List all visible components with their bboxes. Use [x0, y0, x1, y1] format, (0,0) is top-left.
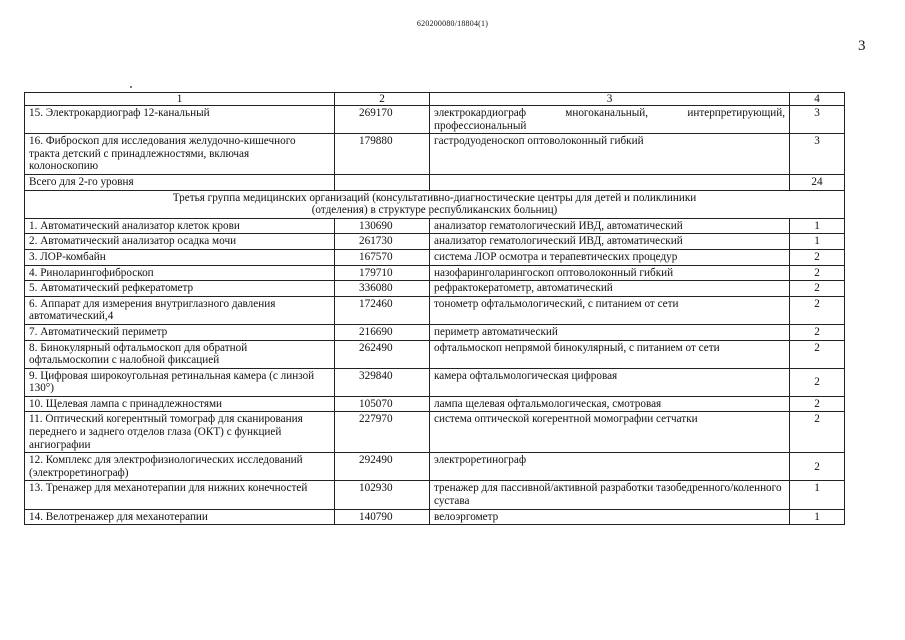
equipment-name: 1. Автоматический анализатор клеток крови	[25, 218, 335, 234]
group-title: Третья группа медицинских организаций (консультативно-диагностические центры для детей и поликлиники (отделения) в структуре республиканских больниц)	[25, 190, 845, 218]
equipment-description: гастродуоденоскоп оптоволоконный гибкий	[430, 134, 790, 175]
equipment-code: 167570	[335, 249, 430, 265]
equipment-name: 11. Оптический когерентный томограф для сканирования переднего и заднего отделов глаза (ОКТ) с функцией ангиографии	[25, 412, 335, 453]
equipment-code: 179880	[335, 134, 430, 175]
equipment-quantity: 2	[790, 324, 845, 340]
column-number: 4	[790, 93, 845, 106]
group-rows	[25, 218, 845, 524]
table-row	[25, 296, 845, 324]
equipment-description: периметр автоматический	[430, 324, 790, 340]
equipment-name: 10. Щелевая лампа с принадлежностями	[25, 396, 335, 412]
total-quantity: 24	[790, 174, 845, 190]
column-number-row	[25, 93, 845, 106]
table-row	[25, 509, 845, 525]
equipment-description: анализатор гематологический ИВД, автоматический	[430, 234, 790, 250]
table-row	[25, 412, 845, 453]
table-row	[25, 249, 845, 265]
equipment-quantity: 1	[790, 481, 845, 509]
equipment-name: 15. Электрокардиограф 12-канальный	[25, 106, 335, 134]
equipment-code: 216690	[335, 324, 430, 340]
table-row	[25, 281, 845, 297]
equipment-name: 12. Комплекс для электрофизиологических исследований (электроретинограф)	[25, 453, 335, 481]
table-row	[25, 134, 845, 175]
equipment-quantity: 2	[790, 281, 845, 297]
page-number: 3	[858, 38, 866, 54]
document-id: 620200080/18804(1)	[416, 19, 489, 28]
equipment-quantity: 2	[790, 396, 845, 412]
equipment-description: лампа щелевая офтальмологическая, смотровая	[430, 396, 790, 412]
equipment-quantity: 2	[790, 412, 845, 453]
equipment-code: 261730	[335, 234, 430, 250]
total-label: Всего для 2-го уровня	[25, 174, 335, 190]
equipment-description	[430, 106, 790, 134]
equipment-quantity: 1	[790, 234, 845, 250]
table-row	[25, 234, 845, 250]
equipment-description: анализатор гематологический ИВД, автоматический	[430, 218, 790, 234]
equipment-name: 8. Бинокулярный офтальмоскоп для обратной офтальмоскопии с налобной фиксацией	[25, 340, 335, 368]
equipment-quantity: 2	[790, 368, 845, 396]
equipment-name: 2. Автоматический анализатор осадка мочи	[25, 234, 335, 250]
equipment-code: 179710	[335, 265, 430, 281]
table-row	[25, 265, 845, 281]
table-row	[25, 324, 845, 340]
equipment-description: система ЛОР осмотра и терапевтических процедур	[430, 249, 790, 265]
equipment-name: 9. Цифровая широкоугольная ретинальная камера (с линзой 130°)	[25, 368, 335, 396]
equipment-code: 269170	[335, 106, 430, 134]
equipment-code: 262490	[335, 340, 430, 368]
equipment-quantity: 3	[790, 134, 845, 175]
equipment-description: камера офтальмологическая цифровая	[430, 368, 790, 396]
description-line: электрокардиограф многоканальный, интерпретирующий,	[434, 107, 785, 119]
total-row	[25, 174, 845, 190]
column-number: 1	[25, 93, 335, 106]
table-row	[25, 340, 845, 368]
equipment-quantity: 1	[790, 218, 845, 234]
equipment-code: 329840	[335, 368, 430, 396]
equipment-name: 16. Фиброскоп для исследования желудочно-кишечного тракта детский с принадлежностями, включая колоноскопию	[25, 134, 335, 175]
equipment-code: 105070	[335, 396, 430, 412]
equipment-description: тонометр офтальмологический, с питанием от сети	[430, 296, 790, 324]
equipment-description: офтальмоскоп непрямой бинокулярный, с питанием от сети	[430, 340, 790, 368]
equipment-name: 3. ЛОР-комбайн	[25, 249, 335, 265]
equipment-name: 4. Риноларингофиброскоп	[25, 265, 335, 281]
equipment-description: назофаринголарингоскоп оптоволоконный гибкий	[430, 265, 790, 281]
equipment-quantity: 2	[790, 296, 845, 324]
equipment-code: 227970	[335, 412, 430, 453]
equipment-code: 130690	[335, 218, 430, 234]
table-row	[25, 368, 845, 396]
group-header-row	[25, 190, 845, 218]
equipment-quantity: 2	[790, 249, 845, 265]
equipment-name: 14. Велотренажер для механотерапии	[25, 509, 335, 525]
equipment-code: 102930	[335, 481, 430, 509]
equipment-table	[24, 92, 845, 525]
equipment-description: система оптической когерентной момографии сетчатки	[430, 412, 790, 453]
equipment-name: 13. Тренажер для механотерапии для нижних конечностей	[25, 481, 335, 509]
table-row	[25, 453, 845, 481]
equipment-code: 292490	[335, 453, 430, 481]
description-line: профессиональный	[434, 119, 527, 132]
equipment-description: рефрактокератометр, автоматический	[430, 281, 790, 297]
equipment-code: 172460	[335, 296, 430, 324]
empty-cell	[430, 174, 790, 190]
table-row	[25, 481, 845, 509]
empty-cell	[335, 174, 430, 190]
equipment-name: 7. Автоматический периметр	[25, 324, 335, 340]
equipment-quantity: 2	[790, 340, 845, 368]
equipment-quantity: 1	[790, 509, 845, 525]
equipment-description: велоэргометр	[430, 509, 790, 525]
equipment-description: электроретинограф	[430, 453, 790, 481]
column-number: 2	[335, 93, 430, 106]
equipment-name: 5. Автоматический рефкератометр	[25, 281, 335, 297]
table-row	[25, 396, 845, 412]
scan-speck	[130, 86, 132, 88]
table-row	[25, 218, 845, 234]
column-number: 3	[430, 93, 790, 106]
equipment-quantity: 2	[790, 453, 845, 481]
table-row	[25, 106, 845, 134]
equipment-quantity: 2	[790, 265, 845, 281]
equipment-quantity: 3	[790, 106, 845, 134]
equipment-description: тренажер для пассивной/активной разработки тазобедренного/коленного сустава	[430, 481, 790, 509]
equipment-code: 336080	[335, 281, 430, 297]
equipment-code: 140790	[335, 509, 430, 525]
equipment-name: 6. Аппарат для измерения внутриглазного давления автоматический,4	[25, 296, 335, 324]
